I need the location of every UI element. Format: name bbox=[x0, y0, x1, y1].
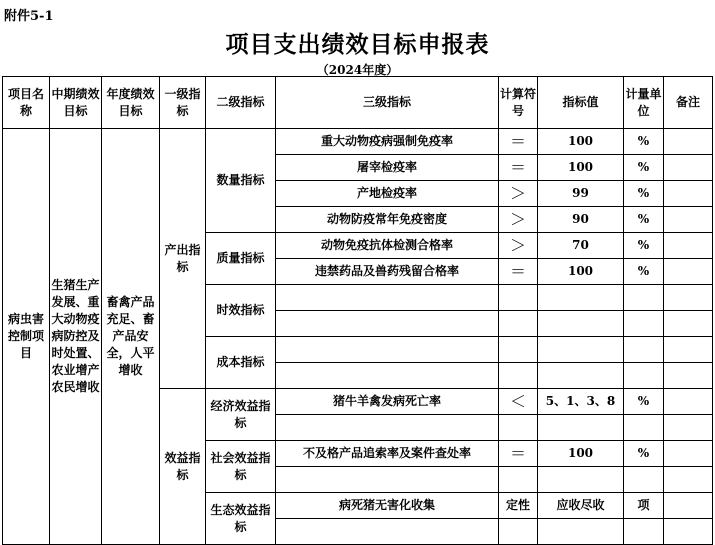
header-level1: 一级指标 bbox=[160, 77, 206, 129]
unit-cell bbox=[624, 285, 664, 311]
mid-term-goal-cell: 生猪生产发展、重大动物疫病防控及时处置、农业增产农民增收 bbox=[50, 129, 102, 545]
header-indicator-value: 指标值 bbox=[538, 77, 624, 129]
symbol-cell: ＝ bbox=[499, 129, 538, 155]
unit-cell: % bbox=[624, 233, 664, 259]
indicator-cell: 产地检疫率 bbox=[276, 181, 499, 207]
unit-cell bbox=[624, 415, 664, 441]
unit-cell: % bbox=[624, 181, 664, 207]
remarks-cell bbox=[664, 259, 713, 285]
unit-cell: % bbox=[624, 259, 664, 285]
value-cell: 100 bbox=[538, 441, 624, 467]
level1-output-cell: 产出指标 bbox=[160, 129, 206, 389]
header-level3: 三级指标 bbox=[276, 77, 499, 129]
value-cell: 100 bbox=[538, 129, 624, 155]
header-row bbox=[3, 77, 713, 129]
symbol-cell: ＞ bbox=[499, 207, 538, 233]
header-level2: 二级指标 bbox=[206, 77, 276, 129]
remarks-cell bbox=[664, 155, 713, 181]
project-name-cell: 病虫害控制项目 bbox=[3, 129, 50, 545]
unit-cell: % bbox=[624, 207, 664, 233]
value-cell: 99 bbox=[538, 181, 624, 207]
level2-social-cell: 社会效益指标 bbox=[206, 441, 276, 493]
remarks-cell bbox=[664, 415, 713, 441]
remarks-cell bbox=[664, 207, 713, 233]
indicator-cell bbox=[276, 363, 499, 389]
remarks-cell bbox=[664, 467, 713, 493]
indicator-cell bbox=[276, 415, 499, 441]
indicator-cell bbox=[276, 519, 499, 545]
indicator-cell bbox=[276, 311, 499, 337]
remarks-cell bbox=[664, 311, 713, 337]
level2-quantity-cell: 数量指标 bbox=[206, 129, 276, 233]
indicator-cell: 病死猪无害化收集 bbox=[276, 493, 499, 519]
remarks-cell bbox=[664, 337, 713, 363]
remarks-cell bbox=[664, 441, 713, 467]
page-title: 项目支出绩效目标申报表 bbox=[225, 31, 490, 58]
remarks-cell bbox=[664, 389, 713, 415]
annex-label: 附件5-1 bbox=[4, 9, 54, 24]
indicator-cell: 屠宰检疫率 bbox=[276, 155, 499, 181]
level1-benefit-cell: 效益指标 bbox=[160, 389, 206, 545]
level2-timeliness-cell: 时效指标 bbox=[206, 285, 276, 337]
remarks-cell bbox=[664, 493, 713, 519]
unit-cell bbox=[624, 363, 664, 389]
symbol-cell bbox=[499, 311, 538, 337]
performance-goal-table bbox=[2, 76, 713, 545]
year-label: （2024年度） bbox=[316, 63, 399, 77]
symbol-cell: ＞ bbox=[499, 181, 538, 207]
value-cell bbox=[538, 467, 624, 493]
symbol-cell bbox=[499, 519, 538, 545]
value-cell bbox=[538, 285, 624, 311]
remarks-cell bbox=[664, 181, 713, 207]
symbol-cell: ＝ bbox=[499, 155, 538, 181]
symbol-cell: ＜ bbox=[499, 389, 538, 415]
value-cell bbox=[538, 363, 624, 389]
header-remarks: 备注 bbox=[664, 77, 713, 129]
unit-cell bbox=[624, 311, 664, 337]
indicator-cell: 动物免疫抗体检测合格率 bbox=[276, 233, 499, 259]
symbol-cell bbox=[499, 337, 538, 363]
header-calc-symbol: 计算符号 bbox=[499, 77, 538, 129]
value-cell: 70 bbox=[538, 233, 624, 259]
value-cell: 100 bbox=[538, 155, 624, 181]
header-annual-goal: 年度绩效目标 bbox=[102, 77, 160, 129]
indicator-cell bbox=[276, 337, 499, 363]
symbol-cell: ＝ bbox=[499, 259, 538, 285]
value-cell bbox=[538, 519, 624, 545]
value-cell: 90 bbox=[538, 207, 624, 233]
value-cell: 应收尽收 bbox=[538, 493, 624, 519]
symbol-cell bbox=[499, 363, 538, 389]
indicator-cell: 猪牛羊禽发病死亡率 bbox=[276, 389, 499, 415]
level2-ecological-cell: 生态效益指标 bbox=[206, 493, 276, 545]
level2-cost-cell: 成本指标 bbox=[206, 337, 276, 389]
symbol-cell bbox=[499, 285, 538, 311]
level2-quality-cell: 质量指标 bbox=[206, 233, 276, 285]
symbol-cell: ＝ bbox=[499, 441, 538, 467]
indicator-cell: 重大动物疫病强制免疫率 bbox=[276, 129, 499, 155]
unit-cell: % bbox=[624, 441, 664, 467]
unit-cell: % bbox=[624, 389, 664, 415]
header-unit: 计量单位 bbox=[624, 77, 664, 129]
value-cell bbox=[538, 337, 624, 363]
remarks-cell bbox=[664, 363, 713, 389]
level2-economic-cell: 经济效益指标 bbox=[206, 389, 276, 441]
value-cell: 100 bbox=[538, 259, 624, 285]
unit-cell: 项 bbox=[624, 493, 664, 519]
remarks-cell bbox=[664, 285, 713, 311]
indicator-cell: 违禁药品及兽药残留合格率 bbox=[276, 259, 499, 285]
remarks-cell bbox=[664, 129, 713, 155]
table-row bbox=[3, 129, 713, 155]
indicator-cell bbox=[276, 285, 499, 311]
indicator-cell bbox=[276, 467, 499, 493]
remarks-cell bbox=[664, 233, 713, 259]
symbol-cell bbox=[499, 467, 538, 493]
value-cell bbox=[538, 415, 624, 441]
value-cell bbox=[538, 311, 624, 337]
unit-cell bbox=[624, 337, 664, 363]
unit-cell bbox=[624, 467, 664, 493]
remarks-cell bbox=[664, 519, 713, 545]
indicator-cell: 动物防疫常年免疫密度 bbox=[276, 207, 499, 233]
header-project-name: 项目名称 bbox=[3, 77, 50, 129]
unit-cell: % bbox=[624, 129, 664, 155]
unit-cell bbox=[624, 519, 664, 545]
symbol-cell bbox=[499, 415, 538, 441]
indicator-cell: 不及格产品追索率及案件查处率 bbox=[276, 441, 499, 467]
value-cell: 5、1、3、8 bbox=[538, 389, 624, 415]
symbol-cell: 定性 bbox=[499, 493, 538, 519]
unit-cell: % bbox=[624, 155, 664, 181]
header-mid-term-goal: 中期绩效目标 bbox=[50, 77, 102, 129]
symbol-cell: ＞ bbox=[499, 233, 538, 259]
annual-goal-cell: 畜禽产品充足、畜产品安全，人平增收 bbox=[102, 129, 160, 545]
